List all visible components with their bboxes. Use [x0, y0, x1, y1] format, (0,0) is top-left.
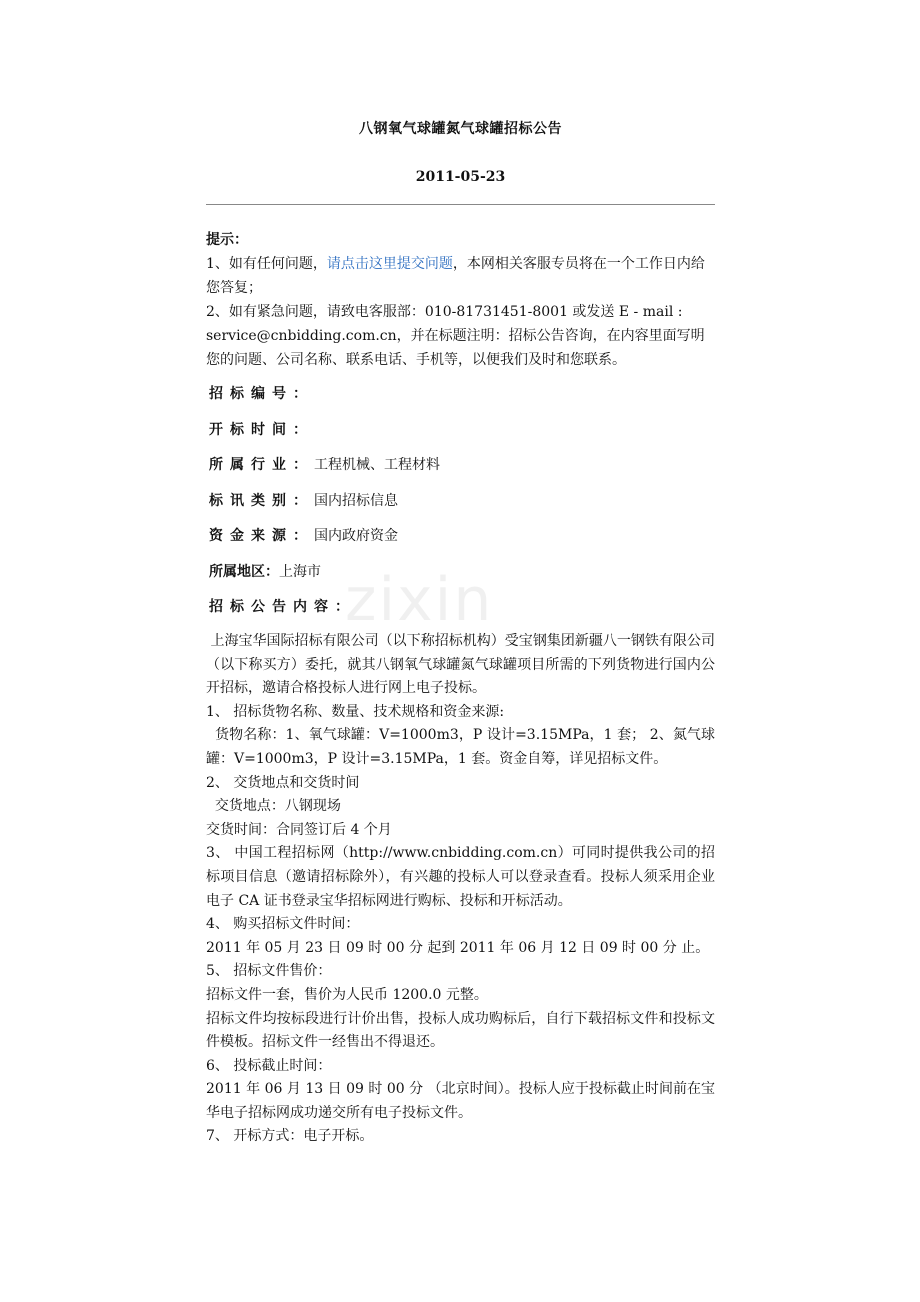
body-paragraph: 7、 开标方式：电子开标。 — [206, 1128, 374, 1145]
field-label: 招标编号： — [209, 386, 314, 402]
document-date: 2011-05-23 — [415, 169, 506, 185]
field-value: 国内招标信息 — [314, 492, 398, 509]
field-label: 资金来源： — [209, 528, 314, 544]
body-paragraph: 招标文件一套，售价为人民币 1200.0 元整。 — [206, 986, 488, 1003]
field-label: 所属地区： — [209, 563, 279, 580]
body-paragraph: 2011 年 05 月 23 日 09 时 00 分 起到 2011 年 06 月 12 日 09 时 00 分 止。 — [206, 939, 710, 956]
field-region — [206, 561, 715, 597]
info-fields — [206, 383, 715, 632]
notice-line-1-prefix: 1、如有任何问题， — [206, 256, 327, 272]
field-announcement-content — [206, 596, 715, 632]
notice-line-2: 2、如有紧急问题，请致电客服部：010-81731451-8001 或发送 E - mail : service@cnbidding.com.cn，并在标题注明：招标公告咨询，在内容里面写明您的问题、公司名称、联系电话、手机等，以便我们及时和您联系。 — [206, 304, 705, 368]
body-paragraph: 2011 年 06 月 13 日 09 时 00 分 （北京时间）。投标人应于投标截止时间前在宝华电子招标网成功递交所有电子投标文件。 — [206, 1081, 715, 1121]
watermark: zixin — [345, 565, 494, 635]
field-opening-time — [206, 419, 715, 455]
announcement-body — [206, 630, 715, 1149]
body-paragraph: 上海宝华国际招标有限公司（以下称招标机构）受宝钢集团新疆八一钢铁有限公司（以下称买方）委托，就其八钢氧气球罐氮气球罐项目所需的下列货物进行国内公开招标，邀请合格投标人进行网上电子投标。 — [206, 633, 715, 697]
field-label: 所属行业： — [209, 457, 314, 473]
divider — [206, 204, 715, 205]
notice-heading: 提示： — [206, 232, 248, 248]
body-paragraph: 交货时间：合同签订后 4 个月 — [206, 821, 392, 838]
field-label: 招标公告内容： — [209, 599, 356, 615]
body-paragraph: 3、 中国工程招标网（http://www.cnbidding.com.cn）可同时提供我公司的招标项目信息（邀请招标除外），有兴趣的投标人可以登录查看。投标人须采用企业电子 CA 证书登录宝华招标网进行购标、投标和开标活动。 — [206, 845, 715, 909]
body-paragraph: 货物名称：1、氧气球罐：V=1000m3，P 设计=3.15MPa，1 套； 2、氮气球罐：V=1000m3，P 设计=3.15MPa，1 套。资金自筹，详见招标文件。 — [206, 727, 715, 767]
field-value: 上海市 — [279, 563, 321, 580]
notice-line-1 — [206, 252, 715, 300]
field-bid-number — [206, 383, 715, 419]
body-paragraph: 交货地点：八钢现场 — [206, 798, 341, 815]
field-funding-source — [206, 525, 715, 561]
body-paragraph: 6、 投标截止时间： — [206, 1057, 332, 1074]
field-industry — [206, 454, 715, 490]
field-category — [206, 490, 715, 526]
submit-question-link[interactable]: 请点击这里提交问题 — [326, 256, 453, 272]
field-label: 标讯类别： — [209, 492, 314, 509]
document-title: 八钢氧气球罐氮气球罐招标公告 — [359, 121, 562, 137]
field-value: 工程机械、工程材料 — [314, 457, 440, 473]
body-paragraph: 招标文件均按标段进行计价出售，投标人成功购标后，自行下载招标文件和投标文件模板。招标文件一经售出不得退还。 — [206, 1010, 715, 1051]
body-paragraph: 1、 招标货物名称、数量、技术规格和资金来源: — [206, 703, 505, 720]
body-paragraph: 4、 购买招标文件时间： — [206, 916, 360, 933]
notice-block — [206, 228, 715, 372]
field-value: 国内政府资金 — [314, 528, 398, 544]
body-paragraph: 2、 交货地点和交货时间 — [206, 774, 360, 791]
notice-line-1-suffix: ，本网相关客服专员将在一个工作日内给您答复； — [206, 256, 705, 296]
field-label: 开标时间： — [209, 421, 314, 438]
body-paragraph: 5、 招标文件售价： — [206, 963, 332, 980]
